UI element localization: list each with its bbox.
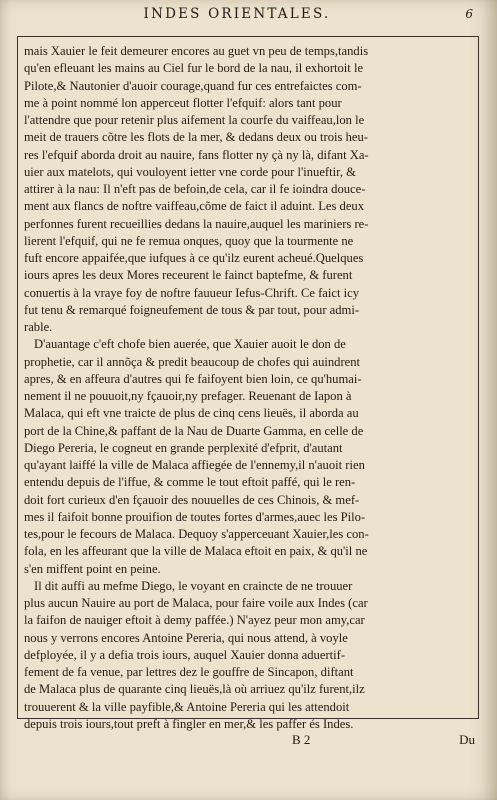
text-line: meit de trauers cõtre les flots de la mer, & dedans deux ou trois heu-: [24, 130, 368, 145]
catchword: Du: [459, 732, 475, 747]
text-line: nous y verrons encores Antoine Pereria, qui nous attend, à voyle: [24, 630, 348, 645]
text-line: fut tenu & remarqué foigneufement de tous & par tout, pour admi-: [24, 302, 360, 317]
text-line: qu'en efleuant les mains au Ciel fur le bord de la nau, il exhortoit le: [24, 61, 364, 76]
page-footer: [17, 728, 477, 758]
text-line: iours apres les deux Mores receurent le fainct baptefme, & furent: [24, 268, 353, 283]
text-line: tes,pour le fecours de Malaca. Dequoy s'apperceuant Xauier,les con-: [24, 527, 369, 541]
text-line: res l'efquif aborda droit au nauire, fans flotter ny çà ny là, difant Xa-: [24, 147, 369, 162]
text-line: nement il ne pouuoit,ny fçauoir,ny prefager. Reuenant de Iapon à: [24, 389, 352, 403]
text-line: l'attendre que pour retenir plus aifement la courfe du vaiffeau,lon le: [24, 113, 365, 127]
text-line: me à point nommé lon apperceut flotter l'efquif: alors tant pour: [24, 95, 342, 110]
text-line: Diego Pereria, le cogneut en grande perplexité d'efprit, d'autant: [24, 440, 343, 455]
text-line: la faifon de nauiger eftoit à demy paffée.) N'ayez peur mon amy,car: [24, 613, 365, 628]
text-line: doit fort curieux d'en fçauoir des nouuelles de ces Chinois, & mef-: [24, 492, 360, 507]
running-title: INDES ORIENTALES.: [143, 6, 331, 22]
text-line: de Malaca plus de quarante cinq lieuës,là où arriuez qu'ilz furent,ilz: [24, 682, 365, 697]
text-line: port de la Chine,& paffant de la Nau de Duarte Gamma, en celle de: [24, 423, 364, 438]
text-line: ment aux flancs de noftre vaiffeau,cõme de faict il aduint. Les deux: [24, 199, 365, 214]
text-line: lierent l'efquif, qui ne fe remua onques, quoy que la tourmente ne: [24, 233, 354, 248]
text-line: fuft encore appaifée,que iufques à ce qu'ilz eurent acheué.Quelques: [24, 251, 364, 265]
body-text: [24, 43, 476, 733]
text-line: s'en miffent point en peine.: [24, 561, 161, 576]
text-line: perfonnes furent recueillies dedans la nauire,auquel les mariniers re-: [24, 216, 369, 231]
text-line: fola, en les affeurant que la ville de Malaca eftoit en paix, & qu'il ne: [24, 544, 368, 559]
text-line: conuertis à la vraye foy de noftre fauueur Iefus-Chrift. Ce faict icy: [24, 285, 359, 300]
text-line: Pilote,& Nautonier d'auoir courage,quand fur ces entrefaictes com-: [24, 78, 362, 93]
text-line: fement de fa venue, par lettres dez le gouffre de Sincapon, diftant: [24, 665, 354, 679]
text-line: plus aucun Nauire au port de Malaca, pour faire voile aux Indes (car: [24, 596, 368, 610]
text-line: rable.: [24, 320, 53, 334]
text-line: trouuerent & la ville payfible,& Antoine Pereria qui les attendoit: [24, 699, 350, 714]
signature-mark: B 2: [292, 732, 311, 747]
text-line: Il dit auffi au mefme Diego, le voyant en craincte de ne trouuer: [34, 578, 353, 593]
text-line: qu'ayant laiffé la ville de Malaca affiegée de l'ennemy,il n'auoit rien: [24, 458, 365, 472]
text-line: prophetie, car il annõça & predit beaucoup de chofes qui auindrent: [24, 354, 361, 369]
text-line: mais Xauier le feit demeurer encores au guet vn peu de temps,tandis: [24, 44, 369, 58]
text-line: mes il faifoit bonne prouifion de toutes fortes d'armes,auec les Pilo-: [24, 509, 366, 524]
text-line: uier aux matelots, qui vouloyent ietter vne corde pour l'inueftir, &: [24, 164, 356, 179]
text-line: attirer à la nau: Il n'eft pas de befoin,de cela, car il fe ioindra douce-: [24, 182, 366, 196]
text-line: D'auantage c'eft chofe bien auerée, que Xauier auoit le don de: [34, 337, 346, 352]
text-line: defployée, il y a defia trois iours, auquel Xauier donna aduertif-: [24, 647, 346, 662]
page-number: 6: [465, 7, 473, 21]
text-line: depuis trois iours,tout preft à fingler en mer,& les paffer és Indes.: [24, 716, 354, 731]
text-line: apres, & en affeura d'autres qui fe faifoyent bien loin, ce qu'humai-: [24, 371, 362, 386]
text-line: Malaca, qui eft vne traicte de plus de cinq cens lieuës, il aborda au: [24, 406, 359, 421]
text-line: entendu depuis de l'iffue, & comme le tout eftoit paffé, qui le ren-: [24, 475, 356, 490]
